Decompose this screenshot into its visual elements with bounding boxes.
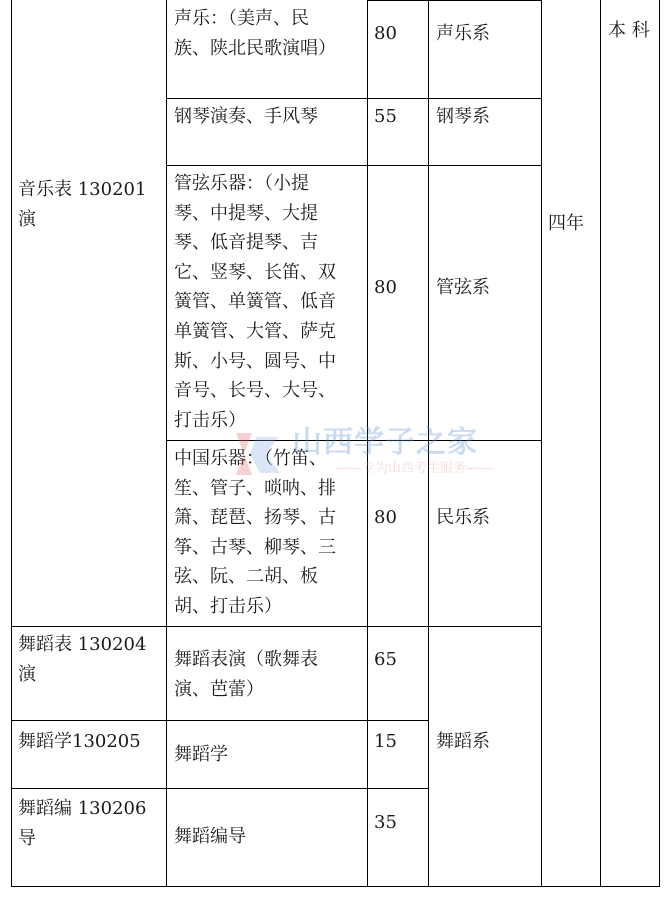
row-border [166,440,542,441]
border-col-left [11,0,12,887]
duration-cell: 四年 [548,213,584,234]
major-dance-studies: 舞蹈学130205 [18,731,141,752]
border-col-dept-right [541,0,542,887]
direction-chinese-instruments: 中国乐器：（竹笛、 笙、管子、唢呐、排 箫、琵琶、扬琴、古 筝、古琴、柳琴、三 弦、阮、二胡、板 胡、打击乐） [174,448,336,617]
direction-dance-performance: 舞蹈表演（歌舞表 演、芭蕾） [174,649,318,700]
major-music-performance: 音乐表 130201 演 [18,179,147,230]
quota-orchestral: 80 [374,277,397,298]
quota-piano: 55 [374,106,397,127]
border-col-right [659,0,660,887]
major-dance-performance: 舞蹈表 130204 演 [18,634,147,685]
row-border [367,0,542,1]
dept-orchestral: 管弦系 [436,277,490,298]
watermark-subtitle: ——专为山西考生服务—— [336,461,493,476]
quota-dance-studies: 15 [374,731,397,752]
direction-vocal: 声乐：（美声、民 族、陕北民歌演唱） [174,8,336,59]
direction-choreography: 舞蹈编导 [174,826,246,847]
dept-dance: 舞蹈系 [436,731,490,752]
border-col-duration-right [600,0,601,887]
quota-vocal: 80 [374,23,397,44]
row-border [166,165,542,166]
direction-piano: 钢琴演奏、手风琴 [174,106,318,127]
border-col-direction-right [367,0,368,887]
row-border [166,98,542,99]
direction-orchestral: 管弦乐器：（小提 琴、中提琴、大提 琴、低音提琴、吉 它、竖琴、长笛、双 簧管、单簧管、低音 单簧管、大管、萨克 斯、小号、圆号、中 音号、长号、大号、 打击乐） [174,173,336,431]
watermark-title: 山西学子之家 [292,425,478,460]
border-col-quota-right [428,0,429,887]
major-choreography: 舞蹈编 130206 导 [18,798,147,849]
row-border [11,886,660,887]
border-col-major-right [166,0,167,887]
row-border [11,788,429,789]
level-cell: 本 科 [608,20,650,41]
quota-chinese-instruments: 80 [374,507,397,528]
row-border [11,626,542,627]
dept-piano: 钢琴系 [436,106,490,127]
quota-choreography: 35 [374,812,397,833]
row-border [11,720,429,721]
direction-dance-studies: 舞蹈学 [174,744,228,765]
quota-dance-performance: 65 [374,649,397,670]
dept-vocal: 声乐系 [436,23,490,44]
dept-chinese-instruments: 民乐系 [436,507,490,528]
